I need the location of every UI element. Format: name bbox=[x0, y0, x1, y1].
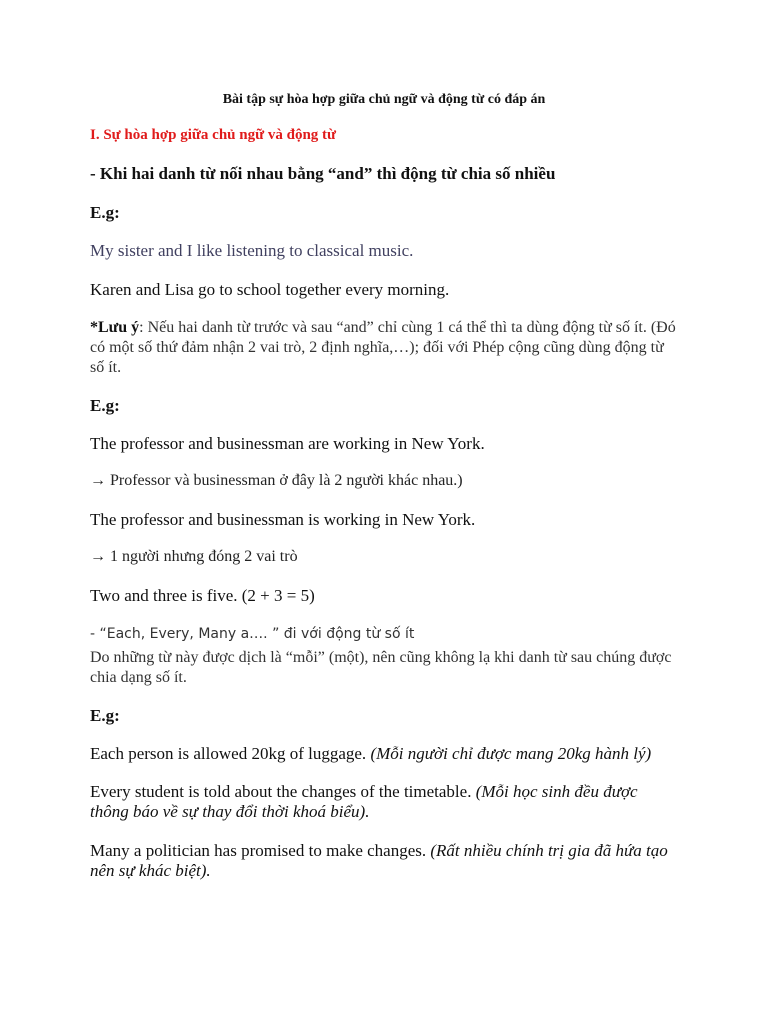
example-4: The professor and businessman is working in New York. bbox=[90, 510, 476, 529]
section-heading: I. Sự hòa hợp giữa chủ ngữ và động từ bbox=[90, 127, 337, 143]
example-3: The professor and businessman are working in New York. bbox=[90, 434, 485, 453]
example-6 bbox=[90, 744, 651, 764]
example-5: Two and three is five. (2 + 3 = 5) bbox=[90, 586, 315, 605]
rule-and-plural: - Khi hai danh từ nối nhau bằng “and” thì động từ chia số nhiều bbox=[90, 164, 556, 183]
example-4-note: → 1 người nhưng đóng 2 vai trò bbox=[90, 548, 298, 565]
note-text: : Nếu hai danh từ trước và sau “and” chỉ cùng 1 cá thể thì ta dùng động từ số ít. (Đó có một số thứ đảm nhận 2 vai trò, 2 định nghĩa,…); đối với Phép cộng cũng dùng động từ số ít. bbox=[90, 319, 676, 376]
eg-label-3: E.g: bbox=[90, 706, 120, 725]
example-7-translation: (Mỗi học sinh đều được thông báo về sự thay đổi thời khoá biểu). bbox=[90, 782, 638, 821]
example-8-text: Many a politician has promised to make changes. bbox=[90, 841, 427, 860]
document-title: Bài tập sự hòa hợp giữa chủ ngữ và động từ có đáp án bbox=[222, 92, 546, 107]
example-6-text: Each person is allowed 20kg of luggage. bbox=[90, 744, 367, 763]
example-1: My sister and I like listening to classical music. bbox=[90, 241, 414, 260]
eg-label-1: E.g: bbox=[90, 203, 120, 222]
example-6-translation: (Mỗi người chỉ được mang 20kg hành lý) bbox=[370, 744, 652, 763]
eg-label-2: E.g: bbox=[90, 396, 120, 415]
note-paragraph bbox=[90, 318, 680, 378]
example-7 bbox=[90, 782, 680, 822]
note-label: *Lưu ý bbox=[90, 319, 140, 336]
rule-each-every-explanation: Do những từ này được dịch là “mỗi” (một), nên cũng không lạ khi danh từ sau chúng được chia dạng số ít. bbox=[90, 649, 672, 686]
example-8-translation: (Rất nhiều chính trị gia đã hứa tạo nên sự khác biệt). bbox=[90, 841, 668, 880]
example-7-text: Every student is told about the changes of the timetable. bbox=[90, 782, 472, 801]
rule-each-every: - “Each, Every, Many a…. ” đi với động từ số ít bbox=[90, 626, 415, 642]
example-2: Karen and Lisa go to school together every morning. bbox=[90, 280, 450, 299]
example-3-note: → Professor và businessman ở đây là 2 người khác nhau.) bbox=[90, 472, 463, 489]
example-8 bbox=[90, 841, 680, 881]
